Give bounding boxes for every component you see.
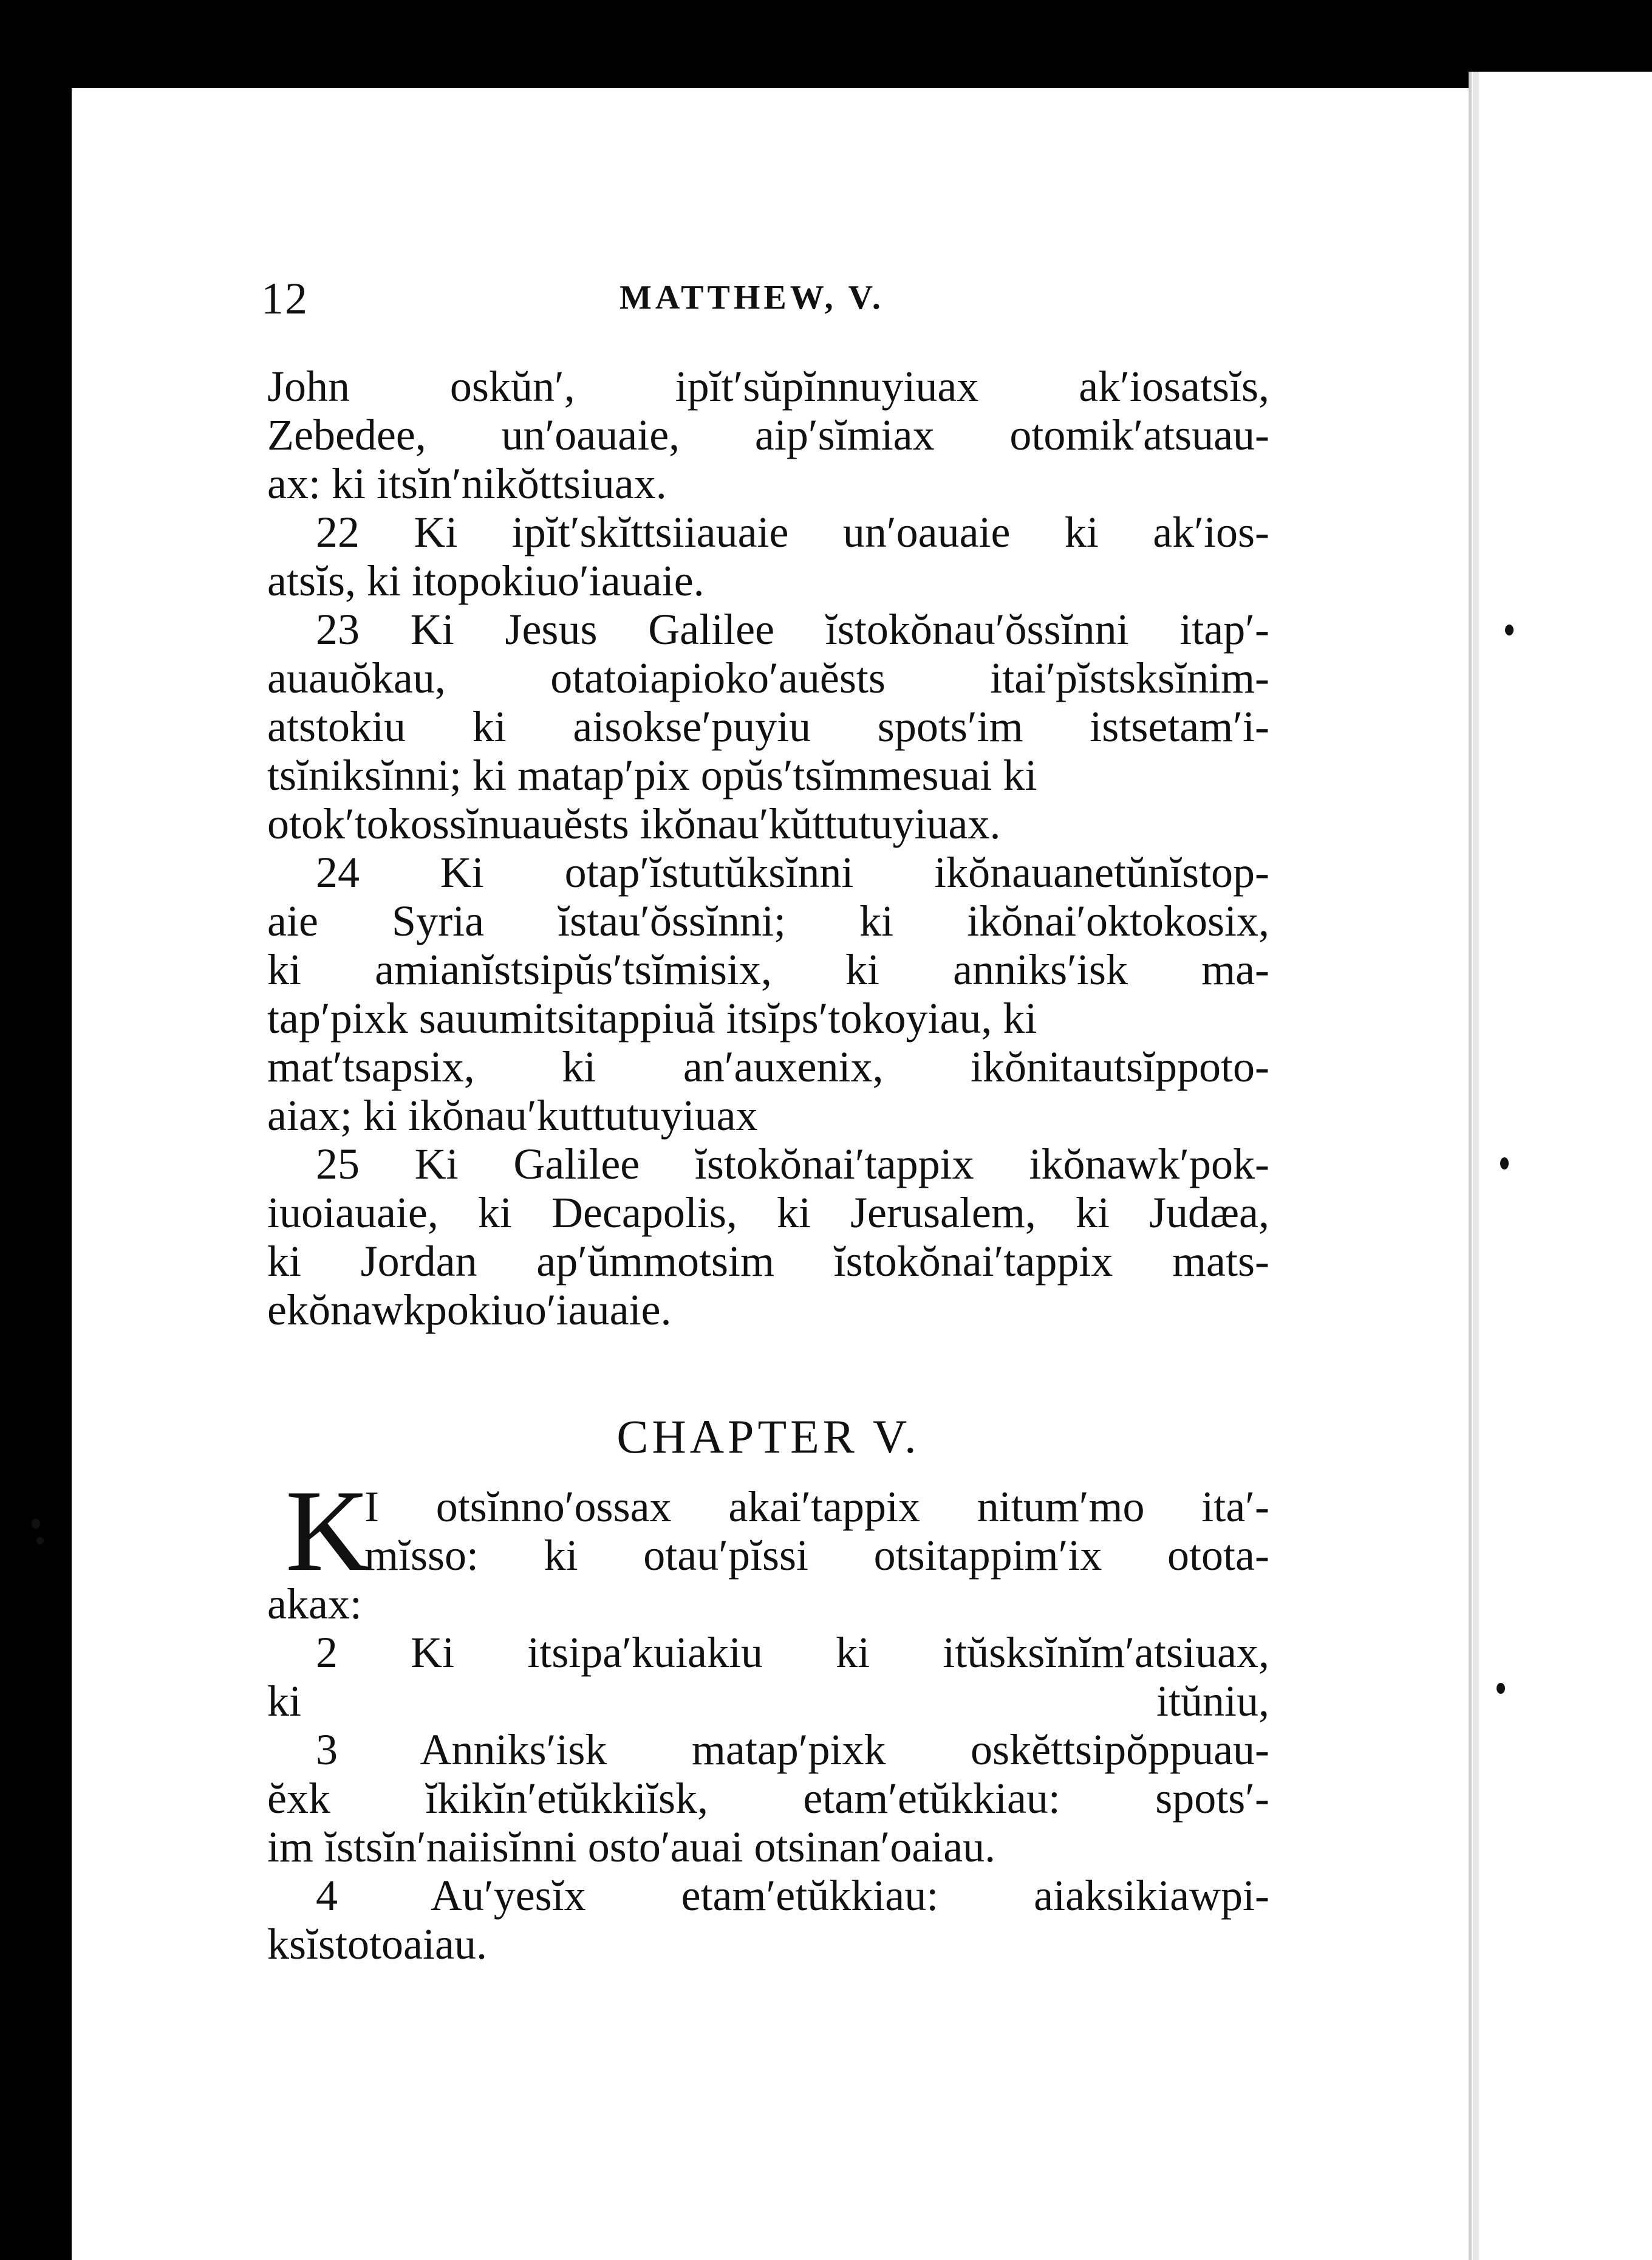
- text-line: atstokiu ki aisokse′puyiu spots′im istsetam′i-: [267, 702, 1269, 751]
- verse-text-block: [267, 362, 1269, 1334]
- scan-speck: [36, 1537, 44, 1544]
- text-line: 25 Ki Galilee ĭstokŏnai′tappix ikŏnawk′pok-: [316, 1140, 1269, 1188]
- text-line: tsĭniksĭnni; ki matap′pix opŭs′tsĭmmesuai ki: [267, 751, 1037, 800]
- text-line: 23 Ki Jesus Galilee ĭstokŏnau′ŏssĭnni itap′-: [316, 605, 1269, 654]
- text-line: aiax; ki ikŏnau′kuttutuyiuax: [267, 1091, 758, 1140]
- text-line: auauŏkau, otatoiapioko′auĕsts itai′pĭstsksĭnim-: [267, 654, 1269, 702]
- verse-text-block: [267, 1580, 1269, 1968]
- text-line: tap′pixk sauumitsitappiuă itsĭps′tokoyiau, ki: [267, 994, 1037, 1043]
- text-line: ki Jordan ap′ŭmmotsim ĭstokŏnai′tappix mats-: [267, 1237, 1269, 1286]
- text-line: 2 Ki itsipa′kuiakiu ki itŭsksĭnĭm′atsiuax,: [316, 1628, 1269, 1677]
- chapter-opening: [267, 1466, 1269, 1595]
- text-line: ekŏnawkpokiuo′iauaie.: [267, 1286, 672, 1334]
- text-line: otok′tokossĭnuauĕsts ikŏnau′kŭttutuyiuax.: [267, 800, 1001, 848]
- text-line: ksĭstotoaiau.: [267, 1920, 487, 1968]
- text-line: ĕxk ĭkikĭn′etŭkkiĭsk, etam′etŭkkiau: spots′-: [267, 1774, 1269, 1823]
- text-line: ki itŭniu,: [267, 1677, 1269, 1725]
- text-line: Zebedee, un′oauaie, aip′sĭmiax otomik′atsuau-: [267, 411, 1269, 459]
- text-line: akax:: [267, 1580, 362, 1628]
- text-line: 3 Anniks′isk matap′pixk oskĕttsipŏppuau-: [316, 1725, 1269, 1774]
- text-line: 4 Au′yesĭx etam′etŭkkiau: aiaksikiawpi-: [316, 1871, 1269, 1920]
- text-line: atsĭs, ki itopokiuo′iauaie.: [267, 556, 705, 605]
- drop-cap: K: [285, 1466, 370, 1595]
- text-line: 22 Ki ipĭt′skĭttsiiauaie un′oauaie ki ak′ios-: [316, 508, 1269, 556]
- scan-speck: [1505, 625, 1514, 635]
- text-line: John oskŭn′, ipĭt′sŭpĭnnuyiuax ak′iosatsĭs,: [267, 362, 1269, 411]
- running-title: MATTHEW, V.: [620, 279, 884, 317]
- text-line: im ĭstsĭn′naiisĭnni osto′auai otsinan′oaiau.: [267, 1823, 996, 1871]
- scan-speck: [1500, 1157, 1509, 1169]
- text-line: 24 Ki otap′ĭstutŭksĭnni ikŏnauanetŭnĭstop-: [316, 848, 1269, 897]
- text-line: ki amianĭstsipŭs′tsĭmisix, ki anniks′isk ma-: [267, 945, 1269, 994]
- next-page-edge: [1469, 72, 1652, 2260]
- text-line: iuoiauaie, ki Decapolis, ki Jerusalem, ki Judæa,: [267, 1188, 1269, 1237]
- text-line: ax: ki itsĭn′nikŏttsiuax.: [267, 459, 667, 508]
- scan-speck: [32, 1519, 40, 1529]
- page-number: 12: [261, 274, 309, 324]
- text-line: mat′tsapsix, ki an′auxenix, ikŏnitautsĭppoto-: [267, 1043, 1269, 1091]
- page-header: [261, 273, 1263, 340]
- text-line: I otsĭnno′ossax akai′tappix nitum′mo ita′-: [364, 1482, 1269, 1531]
- chapter-heading: CHAPTER V.: [616, 1410, 920, 1463]
- scan-speck: [1497, 1683, 1505, 1694]
- text-line: aie Syria ĭstau′ŏssĭnni; ki ikŏnai′oktokosix,: [267, 897, 1269, 945]
- text-line: mĭsso: ki otau′pĭssi otsitappim′ix otota-: [364, 1531, 1269, 1580]
